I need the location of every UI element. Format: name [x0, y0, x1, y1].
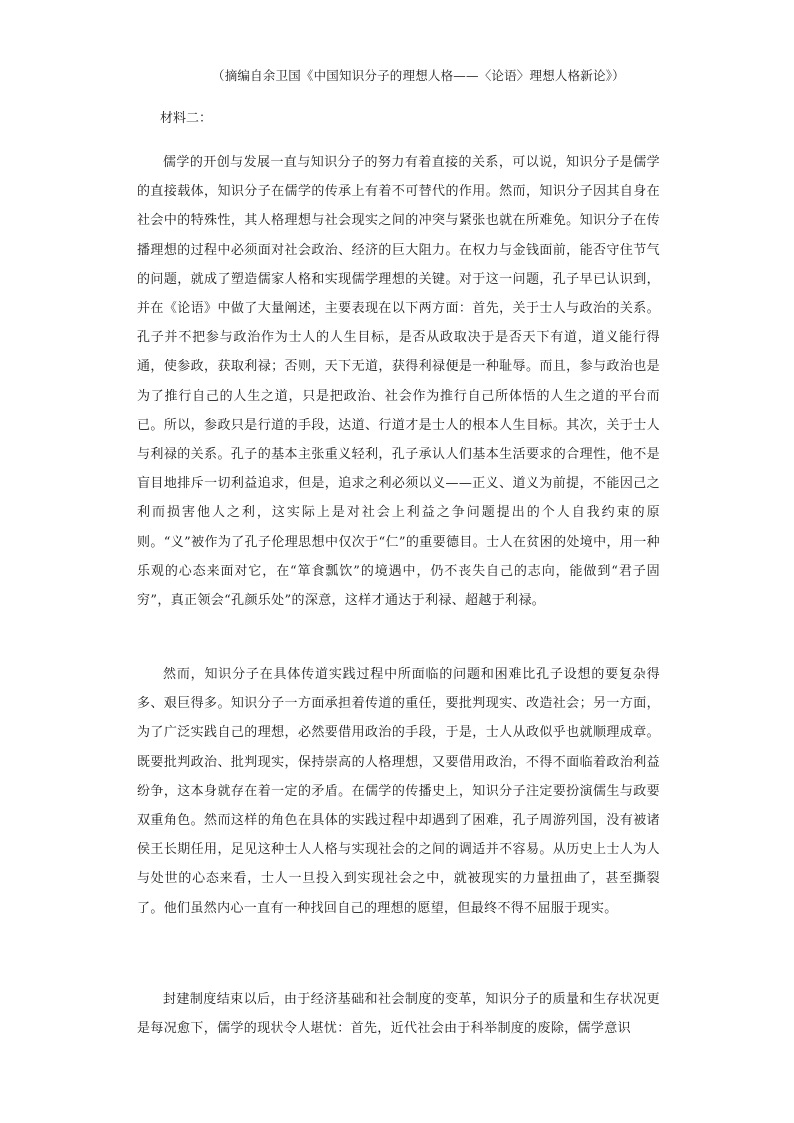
paragraph-3: 封建制度结束以后，由于经济基础和社会制度的变革，知识分子的质量和生存状况更是每况愈下，儒学的现状令人堪忧：首先，近代社会由于科举制度的废除，儒学意识 [137, 992, 660, 1037]
source-citation: （摘编自余卫国《中国知识分子的理想人格——〈论语〉理想人格新论》） [212, 68, 625, 83]
paragraph-1: 儒学的开创与发展一直与知识分子的努力有着直接的关系，可以说，知识分子是儒学的直接载体，知识分子在儒学的传承上有着不可替代的作用。然而，知识分子因其自身在社会中的特殊性，其人格理想与社会现实之间的冲突与紧张也就在所难免。知识分子在传播理想的过程中必须面对社会政治、经济的巨大阻力。在权力与金钱面前，能否守住节气的问题，就成了塑造儒家人格和实现儒学理想的关键。对于这一问题，孔子早已认识到，并在《论语》中做了大量阐述，主要表现在以下两方面：首先，关于士人与政治的关系。孔子并不把参与政治作为士人的人生目标，是否从政取决于是否天下有道，道义能行得通，使参政，获取利禄；否则，天下无道，获得利禄便是一种耻辱。而且，参与政治也是为了推行自己的人生之道，只是把政治、社会作为推行自己所体悟的人生之道的平台而已。所以，参政只是行道的手段，达道、行道才是士人的根本人生目标。其次，关于士人与利禄的关系。孔子的基本主张重义轻利，孔子承认人们基本生活要求的合理性，他不是盲目地排斥一切利益追求，但是，追求之利必须以义——正义、道义为前提，不能因己之利而损害他人之利，这实际上是对社会上利益之争问题提出的个人自我约束的原则。“义”被作为了孔子伦理思想中仅次于“仁”的重要德目。士人在贫困的处境中，用一种乐观的心态来面对它，在“箪食瓢饮”的境遇中，仍不丧失自己的志向，能做到“君子固穷”，真正领会“孔颜乐处”的深意，这样才通达于利禄、超越于利禄。 [137, 155, 660, 609]
paragraph-2: 然而，知识分子在具体传道实践过程中所面临的问题和困难比孔子设想的要复杂得多、艰巨得多。知识分子一方面承担着传道的重任，要批判现实、改造社会；另一方面，为了广泛实践自己的理想，必然要借用政治的手段，于是，士人从政似乎也就顺理成章。既要批判政治、批判现实，保持崇高的人格理想，又要借用政治，不得不面临着政治利益纷争，这本身就存在着一定的矛盾。在儒学的传播史上，知识分子注定要扮演儒生与政要双重角色。然而这样的角色在具体的实践过程中却遇到了困难，孔子周游列国，没有被诸侯王长期任用，足见这种士人人格与实现社会的之间的调适并不容易。从历史上士人为人与处世的心态来看，士人一旦投入到实现社会之中，就被现实的力量扭曲了，甚至撕裂了。他们虽然内心一直有一种找回自己的理想的愿望，但最终不得不屈服于现实。 [137, 667, 660, 916]
section-label: 材料二： [160, 111, 213, 126]
